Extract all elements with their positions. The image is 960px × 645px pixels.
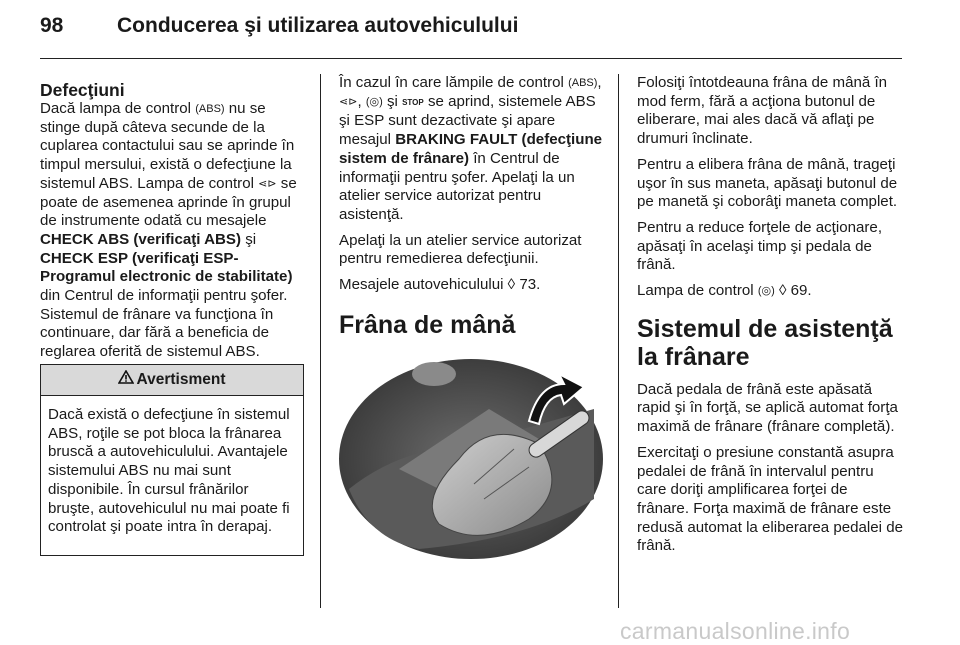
text-fragment: şi bbox=[386, 92, 398, 110]
text-fragment: Lampa de control bbox=[637, 282, 754, 300]
warning-header bbox=[41, 365, 303, 396]
section-heading-parking-brake: Frâna de mână bbox=[339, 310, 516, 339]
column-divider-2 bbox=[618, 74, 619, 608]
page-reference-link[interactable]: ◊ 73. bbox=[507, 276, 541, 294]
page-title: Conducerea şi utilizarea autovehiculului bbox=[117, 14, 519, 37]
paragraph-vehicle-messages bbox=[339, 276, 605, 295]
text-fragment: Mesajele autovehiculului bbox=[339, 276, 504, 294]
warning-triangle-icon bbox=[118, 365, 134, 395]
message-check-abs: CHECK ABS (verificaţi ABS) bbox=[40, 230, 242, 248]
paragraph-abs-fault bbox=[40, 100, 306, 362]
section-heading-defecte: Defecţiuni bbox=[40, 80, 125, 100]
column-2 bbox=[339, 74, 605, 559]
abs-warning-icon: (ABS) bbox=[195, 103, 225, 115]
text-fragment: Dacă lampa de control bbox=[40, 100, 192, 117]
warning-text: Dacă există o defecţiune în sistemul ABS, roţile se pot bloca la frânarea bruscă a autovehiculului. Avantajele sistemului ABS nu mai sunt disponibile. În cursul frânărilor bruşte, autovehiculul nu mai poate fi controlat şi poate intra în derapaj. bbox=[48, 406, 290, 536]
text-fragment: din Centrul de informaţii pentru şofer. Sistemul de frânare va funcţiona în continuare, dar fără a beneficia de reglarea oferită de sistemul ABS. bbox=[40, 287, 288, 361]
paragraph-release-parking-brake: Pentru a elibera frâna de mână, trageţi uşor în sus maneta, apăsaţi butonul de pe manetă şi coborâţi maneta complet. bbox=[637, 155, 898, 211]
esp-icon: ⋖⊳ bbox=[339, 95, 358, 108]
stop-icon: STOP bbox=[402, 97, 424, 107]
paragraph-brake-assist-1: Dacă pedala de frână este apăsată rapid şi în forţă, se aplică automat forţa maximă de frânare (frânare completă). bbox=[637, 380, 898, 436]
section-heading-brake-assist: Sistemul de asistenţă la frânare bbox=[637, 314, 893, 371]
text-fragment: , bbox=[597, 74, 602, 91]
abs-warning-icon: (ABS) bbox=[568, 77, 598, 89]
text-fragment: se poate de asemenea aprinde în grupul de instrumente odată cu mesajele bbox=[40, 174, 297, 230]
paragraph-use-parking-brake: Folosiţi întotdeauna frâna de mână în mod ferm, fără a acţiona butonul de eliberare, mai ales dacă vă aflaţi pe drumuri înclinate. bbox=[637, 74, 888, 148]
warning-box bbox=[40, 364, 304, 556]
message-check-esp: CHECK ESP (verificaţi ESP-Programul electronic de stabilitate) bbox=[40, 249, 293, 286]
text-fragment: În cazul în care lămpile de control bbox=[339, 74, 564, 91]
text-fragment: se aprind, sistemele ABS şi ESP sunt dezactivate şi apare mesajul bbox=[339, 92, 596, 149]
paragraph-reduce-force: Pentru a reduce forţele de acţionare, apăsaţi în acelaşi timp şi pedala de frână. bbox=[637, 218, 883, 274]
watermark: carmanualsonline.info bbox=[620, 618, 851, 644]
paragraph-braking-fault bbox=[339, 74, 605, 225]
parking-brake-illustration bbox=[339, 349, 603, 559]
warning-label: Avertisment bbox=[136, 371, 226, 388]
text-fragment: nu se stinge după câteva secunde de la cuplarea contactului sau se aprinde în timpul mersului, există o defecţiune la sistemul ABS. Lampa de control bbox=[40, 100, 295, 192]
page-number: 98 bbox=[40, 14, 64, 37]
text-fragment: , bbox=[357, 92, 362, 110]
brake-warning-icon: (◎) bbox=[757, 285, 775, 298]
column-1 bbox=[40, 74, 306, 369]
column-divider-1 bbox=[320, 74, 321, 608]
text-fragment: în Centrul de informaţii pentru şofer. Apelaţi la un atelier service autorizat pentru asistenţă. bbox=[339, 149, 575, 223]
text-fragment: şi bbox=[245, 230, 257, 248]
brake-warning-icon: (◎) bbox=[365, 95, 383, 108]
esp-icon: ⋖⊳ bbox=[258, 177, 277, 190]
paragraph-service: Apelaţi la un atelier service autorizat pentru remedierea defecţiunii. bbox=[339, 231, 582, 268]
header-divider bbox=[40, 58, 902, 59]
column-3 bbox=[637, 74, 903, 563]
page-header bbox=[40, 14, 925, 44]
page-reference-link[interactable]: ◊ 69. bbox=[778, 282, 812, 300]
paragraph-control-lamp bbox=[637, 282, 903, 301]
paragraph-brake-assist-2: Exercitaţi o presiune constantă asupra pedalei de frână în intervalul pentru care doriţi amplificarea forţei de frânare. Forţa maximă de frânare este redusă automat la eliberarea pedalei de frână. bbox=[637, 443, 903, 555]
message-braking-fault: BRAKING FAULT (defecţiune sistem de frânare) bbox=[339, 131, 603, 167]
